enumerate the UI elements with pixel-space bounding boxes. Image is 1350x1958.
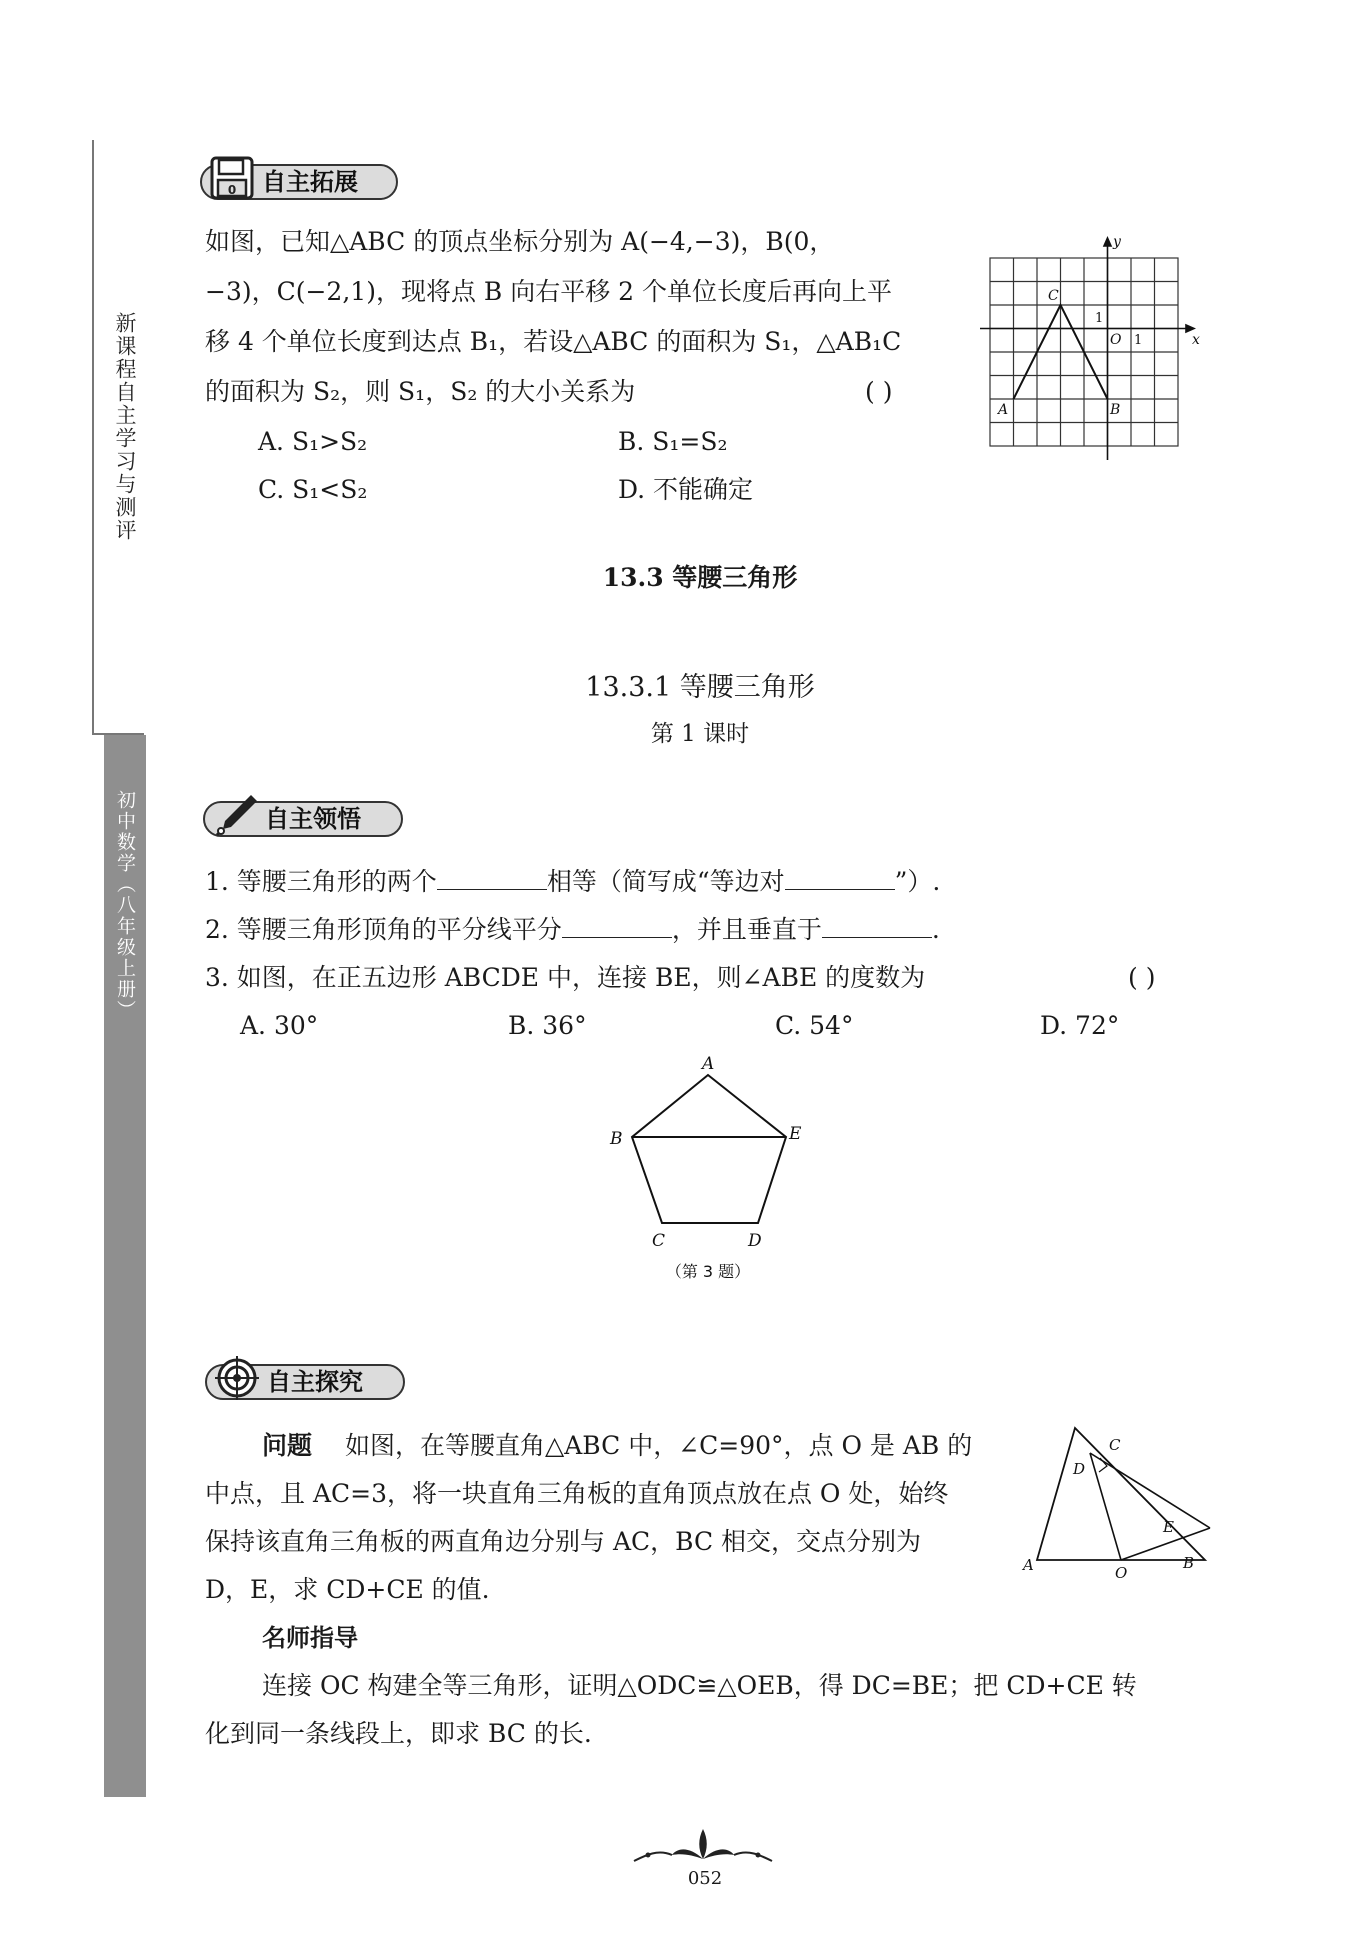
axis-label-y: y xyxy=(1113,234,1121,250)
point-label-d: D xyxy=(1073,1460,1086,1478)
origin-label: O xyxy=(1110,332,1122,348)
extend-answer-paren: ( ) xyxy=(865,377,893,406)
section-header-explore-label: 自主探究 xyxy=(267,1368,363,1396)
question-1-part-b: 相等（简写成“等边对 xyxy=(546,867,785,896)
lesson-heading: 第 1 课时 xyxy=(650,721,750,747)
q3-option-c: C. 54° xyxy=(775,1011,854,1040)
vertex-label-e: E xyxy=(789,1124,802,1144)
section-header-understand xyxy=(203,801,403,837)
vertex-label-b: B xyxy=(610,1129,623,1149)
vertex-label-a-2: A xyxy=(1023,1556,1034,1574)
q3-option-a: A. 30° xyxy=(240,1011,319,1040)
explore-problem-line-4: D，E，求 CD+CE 的值. xyxy=(205,1575,490,1604)
question-1-blank-2[interactable] xyxy=(785,863,895,890)
right-triangle-figure xyxy=(1015,1418,1230,1583)
vertex-label-c-2: C xyxy=(1109,1436,1121,1454)
vertex-label-d: D xyxy=(748,1231,762,1251)
extend-option-b: B. S₁=S₂ xyxy=(618,427,728,456)
question-3-paren: ( ) xyxy=(1128,963,1156,992)
svg-text:0: 0 xyxy=(227,183,237,197)
vertex-label-a: A xyxy=(702,1055,715,1074)
section-header-extend-label: 自主拓展 xyxy=(262,168,358,196)
point-label-b: B xyxy=(1110,402,1121,418)
question-2-part-c: . xyxy=(931,915,940,944)
guide-title: 名师指导 xyxy=(262,1624,358,1652)
vertex-label-b-2: B xyxy=(1183,1554,1195,1572)
section-header-extend xyxy=(200,164,398,200)
fountain-pen-icon xyxy=(211,791,259,839)
section-header-explore xyxy=(205,1364,405,1400)
question-1-part-c: ”）. xyxy=(894,867,941,896)
coordinate-grid-figure xyxy=(980,232,1205,462)
triangle-abc-isosceles xyxy=(1037,1428,1205,1560)
guide-line-1: 连接 OC 构建全等三角形，证明△ODC≌△OEB，得 DC=BE；把 CD+CE 转 xyxy=(262,1671,1137,1700)
extend-problem-line-1: 如图，已知△ABC 的顶点坐标分别为 A(−4,−3)，B(0， xyxy=(205,227,835,256)
extend-problem-line-3: 移 4 个单位长度到达点 B₁，若设△ABC 的面积为 S₁，△AB₁C xyxy=(205,327,902,356)
page-number: 052 xyxy=(687,1868,723,1889)
point-label-a: A xyxy=(998,402,1009,418)
question-2-blank-1[interactable] xyxy=(562,911,672,938)
extend-option-c: C. S₁<S₂ xyxy=(258,475,368,504)
explore-problem-label xyxy=(262,1422,312,1470)
floppy-disk-icon xyxy=(208,154,256,202)
vertex-label-c: C xyxy=(652,1231,666,1251)
target-icon xyxy=(213,1354,261,1402)
q3-option-d: D. 72° xyxy=(1040,1011,1120,1040)
pentagon-figure xyxy=(600,1055,820,1305)
subsection-heading: 13.3.1 等腰三角形 xyxy=(585,672,815,703)
subject-title: 初中数学（八年级上册） xyxy=(114,790,136,1021)
q3-option-b: B. 36° xyxy=(508,1011,587,1040)
explore-problem-line-1: 如图，在等腰直角△ABC 中，∠C=90°，点 O 是 AB 的 xyxy=(345,1431,973,1460)
axis-label-x: x xyxy=(1192,332,1200,348)
point-label-o: O xyxy=(1115,1564,1128,1582)
figure-caption: （第 3 题） xyxy=(665,1262,751,1281)
question-1 xyxy=(205,858,995,906)
guide-line-2: 化到同一条线段上，即求 BC 的长. xyxy=(205,1719,592,1748)
point-label-e: E xyxy=(1163,1518,1174,1536)
extend-option-d: D. 不能确定 xyxy=(618,475,754,504)
axes xyxy=(980,238,1194,460)
question-1-blank-1[interactable] xyxy=(437,863,547,890)
extend-option-a: A. S₁>S₂ xyxy=(258,427,368,456)
question-3: 3. 如图，在正五边形 ABCDE 中，连接 BE，则∠ABE 的度数为 xyxy=(205,963,926,992)
section-header-understand-label: 自主领悟 xyxy=(265,805,361,833)
section-heading: 13.3 等腰三角形 xyxy=(602,563,798,592)
question-2-part-b: ，并且垂直于 xyxy=(671,915,822,944)
unit-label-x: 1 xyxy=(1134,333,1143,348)
question-2-blank-2[interactable] xyxy=(822,911,932,938)
pentagon-abcde xyxy=(632,1075,786,1223)
unit-label-y: 1 xyxy=(1095,311,1104,326)
explore-problem-line-2: 中点，且 AC=3，将一块直角三角板的直角顶点放在点 O 处，始终 xyxy=(205,1479,949,1508)
problem-label: 问题 xyxy=(262,1431,313,1460)
explore-problem-line-3: 保持该直角三角板的两直角边分别与 AC，BC 相交，交点分别为 xyxy=(205,1527,922,1556)
series-title: 新课程自主学习与测评 xyxy=(113,312,137,542)
point-label-c: C xyxy=(1048,288,1059,304)
footer-ornament-icon xyxy=(628,1825,778,1870)
extend-problem-line-4: 的面积为 S₂，则 S₁，S₂ 的大小关系为 xyxy=(205,377,636,406)
question-2 xyxy=(205,906,995,954)
question-1-part-a: 1. 等腰三角形的两个 xyxy=(205,867,437,896)
extend-problem-line-2: −3)，C(−2,1)，现将点 B 向右平移 2 个单位长度后再向上平 xyxy=(205,277,893,306)
question-2-part-a: 2. 等腰三角形顶角的平分线平分 xyxy=(205,915,562,944)
